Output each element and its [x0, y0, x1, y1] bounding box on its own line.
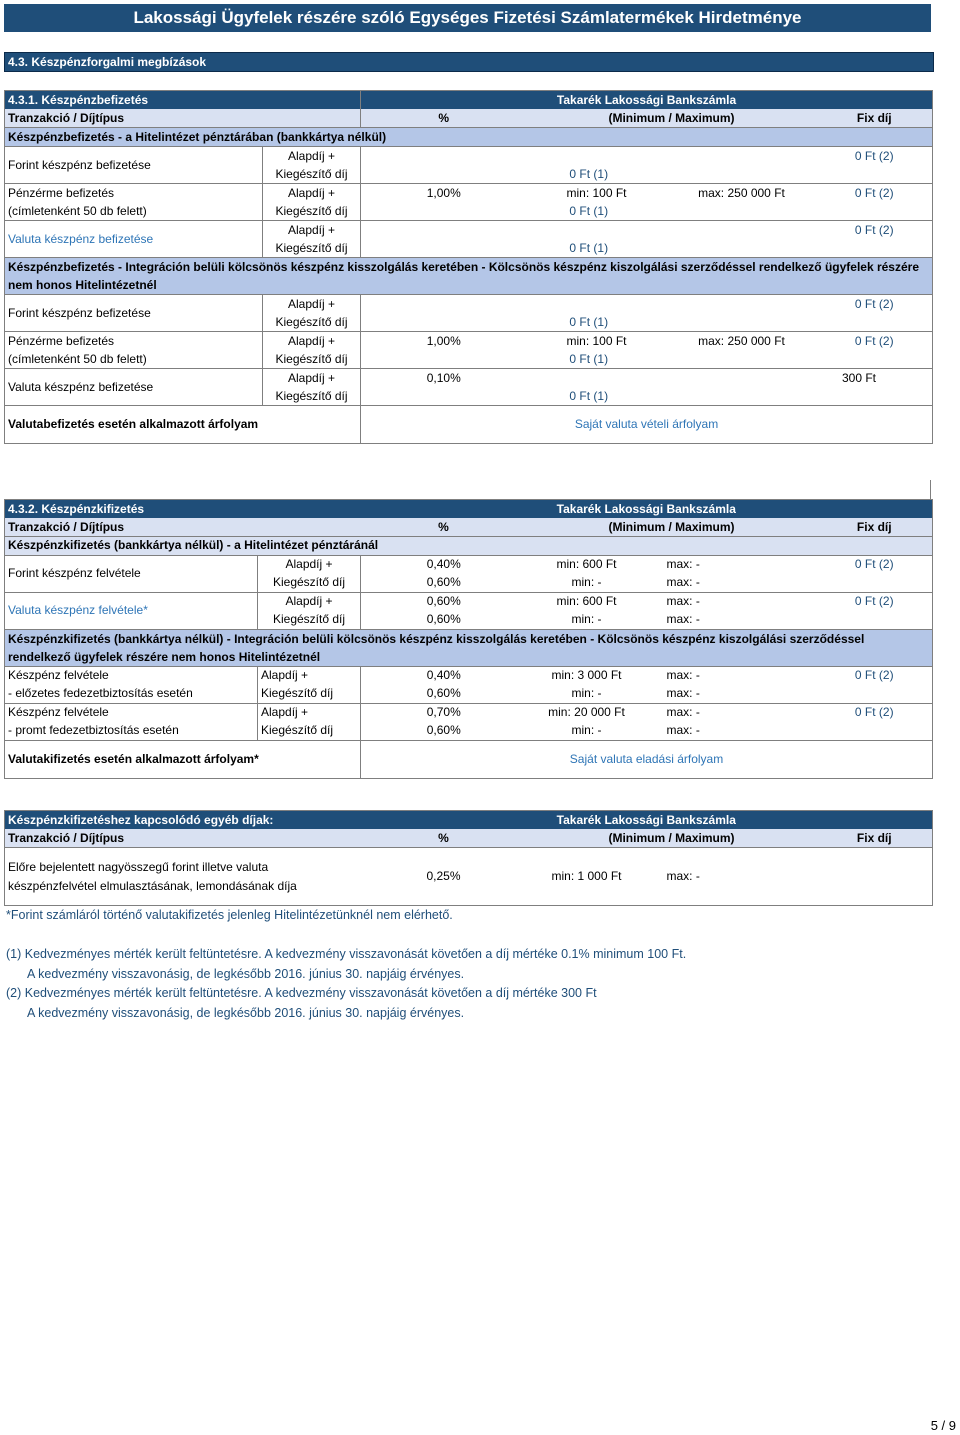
s1-product: Takarék Lakossági Bankszámla — [361, 91, 933, 110]
s1-valuta-label: Valuta készpénz befizetése — [5, 369, 263, 406]
cash-withdrawal-table — [4, 499, 933, 779]
s2-valuta-label: Valuta készpénz felvétele* — [5, 592, 258, 629]
kieg-fee: 0 Ft (1) — [569, 240, 609, 255]
max: max: 250 000 Ft — [667, 184, 817, 203]
col-fix: Fix díj — [817, 829, 933, 848]
s1-coin-label: Pénzérme befizetés — [5, 184, 263, 203]
s2-band2: Készpénzkifizetés (bankkártya nélkül) - Integráción belüli kölcsönös készpénz kisszolgálás keretében - Kölcsönös készpénz kiszolgálási szerződéssel rendelkező ügyfelek részére nem honos Hitelintézetnél — [5, 629, 933, 666]
col-type: Tranzakció / Díjtípus — [5, 518, 361, 537]
alapdij-label: Alapdíj + — [263, 295, 361, 314]
col-pct: % — [361, 518, 527, 537]
col-fix: Fix díj — [817, 109, 933, 128]
s1-coin-sub: (címletenként 50 db felett) — [8, 351, 147, 366]
max: max: - — [647, 703, 817, 722]
kieg-label: Kiegészítő díj — [263, 202, 361, 221]
pct: 0,10% — [361, 369, 527, 388]
page-number: 5 / 9 — [930, 1418, 956, 1433]
col-minmax: (Minimum / Maximum) — [527, 109, 817, 128]
s1-valuta-label: Valuta készpénz befizetése — [5, 221, 263, 258]
max: max: - — [647, 848, 817, 906]
footnote-1: (1) Kedvezményes mérték került feltüntetésre. A kedvezmény visszavonását követően a díj mértéke 0.1% minimum 100 Ft. — [6, 947, 687, 961]
alapdij-label: Alapdíj + — [263, 147, 361, 166]
s2-rate-label: Valutakifizetés esetén alkalmazott árfolyam* — [5, 740, 361, 778]
min: min: 100 Ft — [527, 332, 667, 351]
min: min: 20 000 Ft — [527, 703, 647, 722]
s1-heading: 4.3.1. Készpénzbefizetés — [5, 91, 361, 110]
pct: 0,60% — [426, 686, 461, 700]
max: max: - — [666, 686, 700, 700]
min: min: 600 Ft — [527, 555, 647, 574]
col-fix: Fix díj — [817, 518, 933, 537]
other-fees-table — [4, 810, 933, 906]
footnote-2: (2) Kedvezményes mérték került feltüntetésre. A kedvezmény visszavonását követően a díj mértéke 300 Ft — [6, 986, 597, 1000]
col-type: Tranzakció / Díjtípus — [5, 109, 361, 128]
kieg-fee: 0 Ft (1) — [569, 166, 609, 181]
pct: 0,70% — [361, 703, 527, 722]
max: max: - — [647, 592, 817, 611]
alapdij-label: Alapdíj + — [258, 666, 361, 685]
max: max: - — [666, 723, 700, 737]
s2-heading: 4.3.2. Készpénzkifizetés — [5, 500, 361, 519]
footnote-2-validity: A kedvezmény visszavonásig, de legkésőbb 2016. június 30. napjáig érvényes. — [27, 1006, 465, 1020]
alapdij-label: Alapdíj + — [258, 703, 361, 722]
pct: 0,60% — [426, 612, 461, 626]
kieg-label: Kiegészítő díj — [263, 313, 361, 332]
fix-fee: 0 Ft (2) — [817, 703, 933, 722]
min: min: 600 Ft — [527, 592, 647, 611]
kieg-fee: 0 Ft (1) — [569, 314, 609, 329]
s2-band1: Készpénzkifizetés (bankkártya nélkül) - a Hitelintézet pénztáránál — [5, 537, 933, 556]
fix-fee: 0 Ft (2) — [817, 332, 933, 351]
s1-coin-label: Pénzérme befizetés — [5, 332, 263, 351]
min: min: 1 000 Ft — [527, 848, 647, 906]
max: max: - — [666, 575, 700, 589]
pct: 0,60% — [361, 592, 527, 611]
pct: 1,00% — [361, 332, 527, 351]
s3-product: Takarék Lakossági Bankszámla — [361, 811, 933, 830]
pct: 0,25% — [361, 848, 527, 906]
min: min: 3 000 Ft — [527, 666, 647, 685]
s3-row1-label — [5, 848, 361, 906]
fix-fee: 0 Ft (2) — [817, 184, 933, 203]
pct: 0,40% — [361, 555, 527, 574]
fix-fee: 0 Ft (2) — [817, 666, 933, 685]
kieg-label: Kiegészítő díj — [258, 685, 361, 704]
min: min: - — [571, 686, 602, 700]
kieg-fee: 0 Ft (1) — [569, 388, 609, 403]
fix-fee: 0 Ft (2) — [817, 555, 933, 574]
s3-row1-line2: készpénzfelvétel elmulasztásának, lemondásának díja — [8, 878, 297, 893]
footnote-star: *Forint számláról történő valutakifizetés jelenleg Hitelintézetünknél nem elérhető. — [6, 908, 453, 922]
cash-deposit-table — [4, 90, 933, 444]
col-pct: % — [361, 829, 527, 848]
kieg-label: Kiegészítő díj — [263, 239, 361, 258]
pct: 0,60% — [426, 723, 461, 737]
kieg-label: Kiegészítő díj — [263, 387, 361, 406]
kieg-label: Kiegészítő díj — [258, 722, 361, 741]
s1-band1: Készpénzbefizetés - a Hitelintézet pénztárában (bankkártya nélkül) — [5, 128, 933, 147]
divider — [930, 480, 931, 500]
s1-band2: Készpénzbefizetés - Integráción belüli kölcsönös készpénz kisszolgálás keretében - Kölcsönös készpénz kiszolgálási szerződéssel rendelkező ügyfelek részére nem honos Hitelintézetnél — [5, 258, 933, 295]
kieg-label: Kiegészítő díj — [258, 574, 361, 593]
max: max: - — [647, 666, 817, 685]
s1-rate-value: Saját valuta vételi árfolyam — [361, 406, 933, 444]
min: min: - — [571, 575, 602, 589]
pct: 0,40% — [361, 666, 527, 685]
alapdij-label: Alapdíj + — [263, 332, 361, 351]
kieg-fee: 0 Ft (1) — [569, 203, 609, 218]
min: min: - — [571, 723, 602, 737]
s3-row1-line1: Előre bejelentett nagyösszegű forint illetve valuta — [8, 859, 269, 874]
s1-forint-label: Forint készpénz befizetése — [5, 295, 263, 332]
col-minmax: (Minimum / Maximum) — [527, 829, 817, 848]
footnote-1-validity: A kedvezmény visszavonásig, de legkésőbb 2016. június 30. napjáig érvényes. — [27, 967, 465, 981]
s2-product: Takarék Lakossági Bankszámla — [361, 500, 933, 519]
max: max: - — [666, 612, 700, 626]
kieg-fee: 0 Ft (1) — [569, 351, 609, 366]
s2-cash1-sub: - előzetes fedezetbiztosítás esetén — [8, 686, 193, 700]
kieg-label: Kiegészítő díj — [258, 611, 361, 630]
s1-rate-label: Valutabefizetés esetén alkalmazott árfolyam — [5, 406, 361, 444]
col-minmax: (Minimum / Maximum) — [527, 518, 817, 537]
alapdij-label: Alapdíj + — [263, 369, 361, 388]
pct: 0,60% — [426, 575, 461, 589]
alapdij-label: Alapdíj + — [263, 221, 361, 240]
page-title: Lakossági Ügyfelek részére szóló Egységes Fizetési Számlatermékek Hirdetménye — [4, 4, 931, 32]
alapdij-label: Alapdíj + — [258, 555, 361, 574]
s1-coin-sub: (címletenként 50 db felett) — [8, 203, 147, 218]
kieg-label: Kiegészítő díj — [263, 165, 361, 184]
col-type: Tranzakció / Díjtípus — [5, 829, 361, 848]
max: max: 250 000 Ft — [667, 332, 817, 351]
max: max: - — [647, 555, 817, 574]
fix-fee: 0 Ft (2) — [817, 592, 933, 611]
s2-rate-value: Saját valuta eladási árfolyam — [361, 740, 933, 778]
fix-fee: 300 Ft — [817, 369, 933, 388]
fix-fee: 0 Ft (2) — [817, 221, 933, 240]
pct: 1,00% — [361, 184, 527, 203]
fix-fee: 0 Ft (2) — [817, 295, 933, 314]
fix-fee: 0 Ft (2) — [817, 147, 933, 166]
s2-cash1-label: Készpénz felvétele — [5, 666, 258, 685]
alapdij-label: Alapdíj + — [258, 592, 361, 611]
section-header: 4.3. Készpénzforgalmi megbízások — [4, 52, 934, 72]
min: min: - — [571, 612, 602, 626]
col-pct: % — [361, 109, 527, 128]
kieg-label: Kiegészítő díj — [263, 350, 361, 369]
min: min: 100 Ft — [527, 184, 667, 203]
s3-heading: Készpénzkifizetéshez kapcsolódó egyéb díjak: — [5, 811, 361, 830]
s1-forint-label: Forint készpénz befizetése — [5, 147, 263, 184]
s2-cash2-label: Készpénz felvétele — [5, 703, 258, 722]
s2-cash2-sub: - promt fedezetbiztosítás esetén — [8, 723, 179, 737]
s2-forint-label: Forint készpénz felvétele — [5, 555, 258, 592]
alapdij-label: Alapdíj + — [263, 184, 361, 203]
